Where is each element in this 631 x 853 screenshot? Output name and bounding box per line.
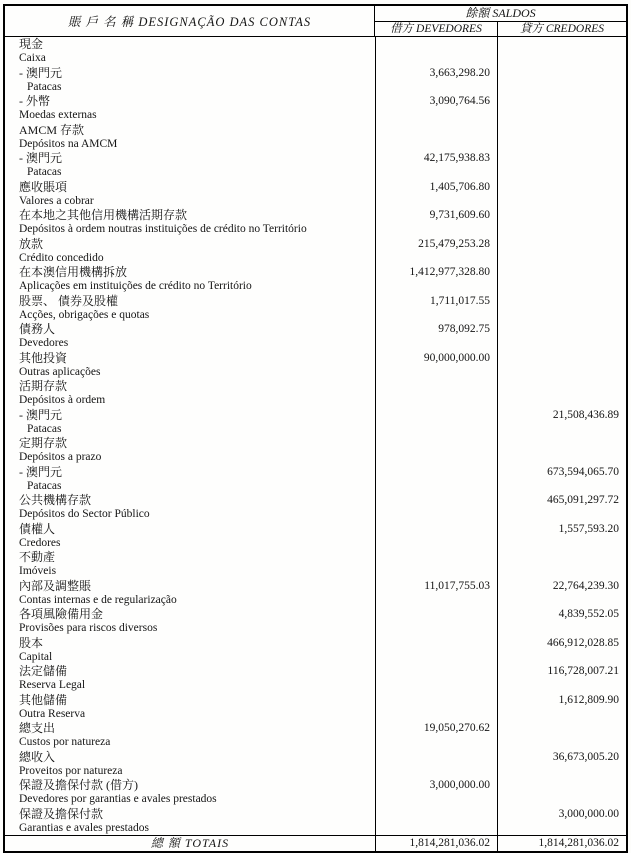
- debit-amount-empty: [375, 108, 497, 122]
- credit-amount-empty: [497, 536, 626, 550]
- account-line-zh: 其他投資: [19, 350, 68, 365]
- credit-amount: 1,557,593.20: [497, 522, 626, 536]
- totals-row: [5, 835, 626, 851]
- table-body: [5, 37, 626, 835]
- debit-amount-empty: [375, 564, 497, 578]
- debit-amount-empty: [375, 165, 497, 179]
- totals-credit-amount: 1,814,281,036.02: [497, 836, 626, 851]
- credit-amount-empty: [497, 251, 626, 265]
- credit-amount: [497, 379, 626, 393]
- credit-amount-empty: [497, 137, 626, 151]
- account-line-pt: Credores: [19, 536, 61, 549]
- debit-amount-empty: [375, 479, 497, 493]
- column-header-debit: 借方 DEVEDORES: [390, 23, 482, 35]
- account-line-pt: Contas internas e de regularização: [19, 593, 177, 606]
- debit-amount: [375, 607, 497, 621]
- account-line-pt: Depósitos à ordem: [19, 394, 106, 407]
- credit-amount: [497, 208, 626, 222]
- credit-amount: 466,912,028.85: [497, 636, 626, 650]
- column-header-credit: 貸方 CREDORES: [497, 22, 626, 36]
- debit-amount-empty: [375, 51, 497, 65]
- debit-amount: [375, 750, 497, 764]
- credit-amount: [497, 123, 626, 137]
- credit-amount: [497, 322, 626, 336]
- debit-amount: [375, 550, 497, 564]
- account-line-zh: 總收入: [19, 749, 56, 764]
- account-line-pt: Depósitos do Sector Público: [19, 508, 150, 521]
- account-line-pt: Patacas: [27, 422, 62, 435]
- credit-amount: [497, 265, 626, 279]
- account-line-pt: Depósitos à ordem noutras instituições de crédito no Território: [19, 223, 307, 236]
- debit-amount-empty: [375, 621, 497, 635]
- credit-amount-empty: [497, 821, 626, 835]
- debit-amount: 978,092.75: [375, 322, 497, 336]
- debit-amount: 1,405,706.80: [375, 180, 497, 194]
- debit-amount-empty: [375, 821, 497, 835]
- account-line-pt: Acções, obrigações e quotas: [19, 308, 150, 321]
- debit-amount: [375, 379, 497, 393]
- credit-amount-empty: [497, 108, 626, 122]
- credit-amount-empty: [497, 308, 626, 322]
- debit-amount-empty: [375, 764, 497, 778]
- credit-amount: 36,673,005.20: [497, 750, 626, 764]
- debit-amount: [375, 693, 497, 707]
- credit-amount-empty: [497, 222, 626, 236]
- totals-label: 總 額 TOTAIS: [150, 836, 230, 850]
- credit-amount-empty: [497, 507, 626, 521]
- debit-amount-empty: [375, 707, 497, 721]
- column-header-saldos: 餘額 SALDOS: [375, 6, 626, 22]
- account-line-pt: Outra Reserva: [19, 707, 86, 720]
- account-line-pt: Depósitos na AMCM: [19, 137, 118, 150]
- debit-amount-empty: [375, 194, 497, 208]
- credit-amount: [497, 436, 626, 450]
- account-line-pt: Aplicações em instituições de crédito no Território: [19, 280, 252, 293]
- credit-amount-empty: [497, 593, 626, 607]
- account-line-zh: - 澳門元: [19, 464, 62, 479]
- account-line-zh: - 澳門元: [19, 407, 62, 422]
- debit-amount: 42,175,938.83: [375, 151, 497, 165]
- debit-amount-empty: [375, 536, 497, 550]
- debit-amount-empty: [375, 222, 497, 236]
- debit-amount-empty: [375, 279, 497, 293]
- totals-debit-amount: 1,814,281,036.02: [375, 836, 497, 851]
- debit-amount: [375, 436, 497, 450]
- credit-amount-empty: [497, 621, 626, 635]
- account-line-zh: 各項風險備用金: [19, 607, 104, 621]
- account-line-zh: 不動產: [19, 550, 56, 564]
- account-line-zh: AMCM 存款: [19, 122, 85, 137]
- account-line-zh: 內部及調整賬: [19, 578, 92, 593]
- account-line-zh: 活期存款: [19, 379, 68, 393]
- debit-amount-empty: [375, 792, 497, 806]
- debit-amount-empty: [375, 137, 497, 151]
- debit-amount-empty: [375, 507, 497, 521]
- account-line-zh: 現金: [19, 37, 44, 51]
- debit-amount: 3,663,298.20: [375, 66, 497, 80]
- credit-amount: 116,728,007.21: [497, 664, 626, 678]
- debit-amount-empty: [375, 422, 497, 436]
- account-line-zh: 股票、 債券及股權: [19, 293, 119, 308]
- debit-amount-empty: [375, 336, 497, 350]
- account-line-pt: Caixa: [19, 52, 46, 65]
- debit-amount-empty: [375, 593, 497, 607]
- debit-amount-empty: [375, 450, 497, 464]
- credit-amount: [497, 94, 626, 108]
- account-line-pt: Outras aplicações: [19, 365, 101, 378]
- credit-amount-empty: [497, 51, 626, 65]
- account-line-pt: Patacas: [27, 80, 62, 93]
- debit-amount-empty: [375, 678, 497, 692]
- account-line-pt: Valores a cobrar: [19, 194, 94, 207]
- table-header: [5, 6, 626, 37]
- account-line-pt: Reserva Legal: [19, 679, 86, 692]
- credit-amount: [497, 550, 626, 564]
- debit-amount: 215,479,253.28: [375, 237, 497, 251]
- credit-amount: [497, 351, 626, 365]
- debit-amount: 19,050,270.62: [375, 721, 497, 735]
- account-line-pt: Depósitos a prazo: [19, 451, 102, 464]
- credit-amount-empty: [497, 279, 626, 293]
- credit-amount-empty: [497, 422, 626, 436]
- credit-amount-empty: [497, 707, 626, 721]
- account-line-pt: Capital: [19, 650, 53, 663]
- credit-amount: [497, 294, 626, 308]
- account-line-zh: 保證及擔保付款: [19, 806, 104, 821]
- credit-amount-empty: [497, 650, 626, 664]
- credit-amount-empty: [497, 735, 626, 749]
- account-line-zh: 在本澳信用機構拆放: [19, 265, 128, 279]
- debit-amount: 90,000,000.00: [375, 351, 497, 365]
- account-line-pt: Custos por natureza: [19, 736, 111, 749]
- account-line-zh: 股本: [19, 635, 44, 650]
- account-line-zh: 其他儲備: [19, 692, 68, 707]
- debit-amount: [375, 37, 497, 51]
- debit-amount: 11,017,755.03: [375, 579, 497, 593]
- account-line-zh: 債務人: [19, 322, 56, 336]
- trial-balance-table: [3, 4, 628, 853]
- account-line-zh: 法定儲備: [19, 664, 68, 678]
- credit-amount: [497, 151, 626, 165]
- debit-amount: [375, 807, 497, 821]
- debit-amount: [375, 636, 497, 650]
- debit-amount-empty: [375, 308, 497, 322]
- account-line-zh: - 外幣: [19, 94, 50, 108]
- credit-amount: 21,508,436.89: [497, 408, 626, 422]
- account-line-pt: Provisões para riscos diversos: [19, 622, 158, 635]
- credit-amount-empty: [497, 194, 626, 208]
- debit-amount-empty: [375, 365, 497, 379]
- debit-amount-empty: [375, 650, 497, 664]
- column-header-balances-group: [375, 6, 626, 36]
- account-line-zh: 債權人: [19, 521, 56, 536]
- debit-amount-empty: [375, 251, 497, 265]
- credit-amount-empty: [497, 764, 626, 778]
- debit-amount: [375, 493, 497, 507]
- account-line-zh: 定期存款: [19, 436, 68, 450]
- debit-amount: 1,412,977,328.80: [375, 265, 497, 279]
- credit-amount-empty: [497, 450, 626, 464]
- credit-amount: [497, 721, 626, 735]
- debit-amount-empty: [375, 80, 497, 94]
- account-line-pt: Devedores por garantias e avales prestados: [19, 793, 217, 806]
- credit-amount-empty: [497, 564, 626, 578]
- credit-amount: [497, 237, 626, 251]
- debit-amount: 9,731,609.60: [375, 208, 497, 222]
- account-line-pt: Proveitos por natureza: [19, 764, 123, 777]
- account-line-pt: Crédito concedido: [19, 251, 104, 264]
- credit-amount-empty: [497, 165, 626, 179]
- debit-amount-empty: [375, 393, 497, 407]
- credit-amount-empty: [497, 336, 626, 350]
- account-line-zh: - 澳門元: [19, 151, 62, 165]
- credit-amount: [497, 66, 626, 80]
- credit-amount: 4,839,552.05: [497, 607, 626, 621]
- account-line-pt: Patacas: [27, 166, 62, 179]
- debit-amount: 3,090,764.56: [375, 94, 497, 108]
- account-line-zh: 總支出: [19, 721, 56, 735]
- account-line-pt: Devedores: [19, 337, 69, 350]
- credit-amount-empty: [497, 365, 626, 379]
- account-line-pt: Garantias e avales prestados: [19, 821, 149, 834]
- account-line-zh: 放款: [19, 236, 44, 251]
- debit-amount: [375, 522, 497, 536]
- credit-amount: [497, 778, 626, 792]
- account-line-zh: 保證及擔保付款 (借方): [19, 778, 138, 792]
- credit-amount: 673,594,065.70: [497, 465, 626, 479]
- account-line-zh: 在本地之其他信用機構活期存款: [19, 208, 188, 222]
- credit-amount: 1,612,809.90: [497, 693, 626, 707]
- credit-amount: [497, 37, 626, 51]
- credit-amount: [497, 180, 626, 194]
- credit-amount-empty: [497, 393, 626, 407]
- account-line-pt: Imóveis: [19, 565, 57, 578]
- debit-amount: [375, 408, 497, 422]
- credit-amount: 3,000,000.00: [497, 807, 626, 821]
- account-line-zh: - 澳門元: [19, 65, 62, 80]
- credit-amount-empty: [497, 479, 626, 493]
- credit-amount: 22,764,239.30: [497, 579, 626, 593]
- debit-amount: 1,711,017.55: [375, 294, 497, 308]
- credit-amount-empty: [497, 678, 626, 692]
- credit-amount-empty: [497, 792, 626, 806]
- credit-amount-empty: [497, 80, 626, 94]
- debit-amount: 3,000,000.00: [375, 778, 497, 792]
- column-header-accounts: 賬 戶 名 稱 DESIGNAÇÃO DAS CONTAS: [5, 6, 375, 36]
- account-line-zh: 公共機構存款: [19, 493, 92, 507]
- debit-amount-empty: [375, 735, 497, 749]
- account-line-pt: Patacas: [27, 479, 62, 492]
- debit-amount: [375, 465, 497, 479]
- account-line-zh: 應收賬項: [19, 179, 68, 194]
- debit-amount: [375, 664, 497, 678]
- credit-amount: 465,091,297.72: [497, 493, 626, 507]
- account-line-pt: Moedas externas: [19, 109, 97, 122]
- debit-amount: [375, 123, 497, 137]
